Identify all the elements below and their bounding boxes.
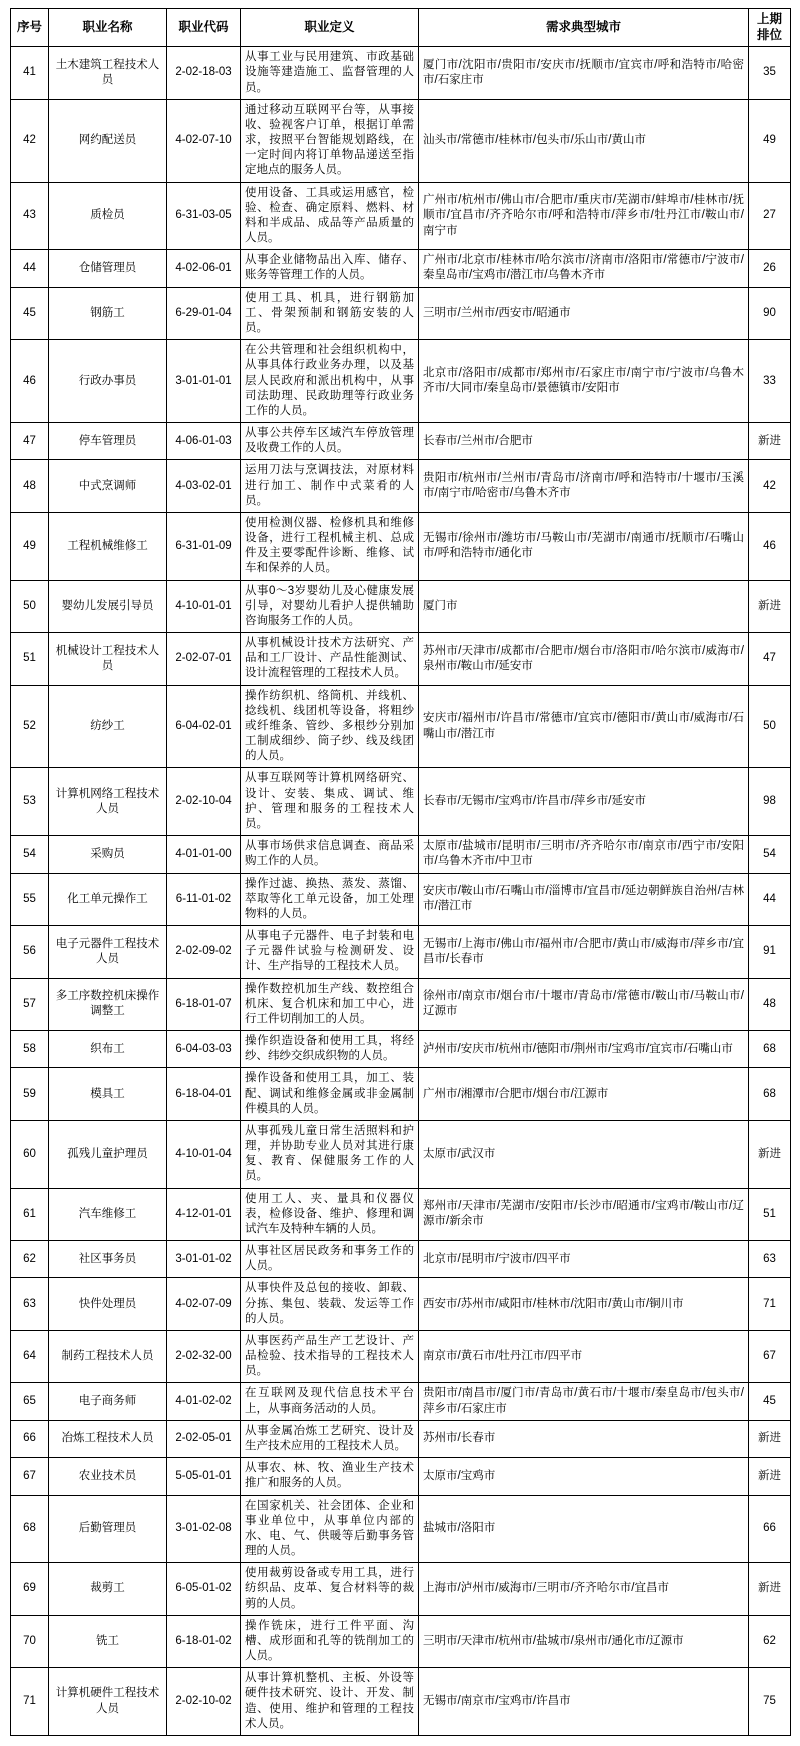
cell-rank: 50 bbox=[749, 685, 791, 768]
cell-rank: 26 bbox=[749, 250, 791, 287]
table-row bbox=[11, 1278, 791, 1331]
cell-no: 59 bbox=[11, 1068, 49, 1121]
cell-name: 土木建筑工程技术人员 bbox=[49, 47, 167, 100]
cell-no: 60 bbox=[11, 1120, 49, 1188]
column-header-rank-line2: 排位 bbox=[756, 27, 782, 42]
cell-name: 采购员 bbox=[49, 836, 167, 873]
cell-cities: 太原市/宝鸡市 bbox=[419, 1458, 749, 1495]
cell-name: 工程机械维修工 bbox=[49, 512, 167, 580]
cell-cities: 厦门市 bbox=[419, 580, 749, 633]
cell-rank: 91 bbox=[749, 926, 791, 979]
cell-name: 中式烹调师 bbox=[49, 460, 167, 513]
cell-name: 仓储管理员 bbox=[49, 250, 167, 287]
cell-no: 42 bbox=[11, 99, 49, 182]
cell-rank: 66 bbox=[749, 1495, 791, 1563]
cell-no: 48 bbox=[11, 460, 49, 513]
cell-rank: 68 bbox=[749, 1031, 791, 1068]
cell-code: 2-02-18-03 bbox=[167, 47, 241, 100]
cell-definition: 从事社区居民政务和事务工作的人员。 bbox=[241, 1241, 419, 1278]
cell-definition: 从事企业储物品出入库、储存、账务等管理工作的人员。 bbox=[241, 250, 419, 287]
cell-cities: 徐州市/南京市/烟台市/十堰市/青岛市/常德市/鞍山市/马鞍山市/辽源市 bbox=[419, 978, 749, 1031]
table-row bbox=[11, 1420, 791, 1457]
cell-no: 58 bbox=[11, 1031, 49, 1068]
cell-name: 停车管理员 bbox=[49, 423, 167, 460]
table-row bbox=[11, 1668, 791, 1736]
cell-name: 钢筋工 bbox=[49, 287, 167, 340]
cell-definition: 从事金属冶炼工艺研究、设计及生产技术应用的工程技术人员。 bbox=[241, 1420, 419, 1457]
cell-rank: 75 bbox=[749, 1668, 791, 1736]
cell-code: 6-05-01-02 bbox=[167, 1563, 241, 1616]
cell-code: 6-29-01-04 bbox=[167, 287, 241, 340]
cell-code: 4-01-02-02 bbox=[167, 1383, 241, 1420]
table-row bbox=[11, 1563, 791, 1616]
cell-code: 2-02-07-01 bbox=[167, 633, 241, 686]
cell-cities: 南京市/黄石市/牡丹江市/四平市 bbox=[419, 1330, 749, 1383]
cell-name: 机械设计工程技术人员 bbox=[49, 633, 167, 686]
cell-code: 4-06-01-03 bbox=[167, 423, 241, 460]
cell-definition: 从事机械设计技术方法研究、产品和工厂设计、产品性能测试、设计流程管理的工程技术人员。 bbox=[241, 633, 419, 686]
cell-cities: 广州市/湘潭市/合肥市/烟台市/江源市 bbox=[419, 1068, 749, 1121]
cell-no: 65 bbox=[11, 1383, 49, 1420]
cell-rank: 90 bbox=[749, 287, 791, 340]
cell-definition: 从事计算机整机、主板、外设等硬件技术研究、设计、开发、制造、使用、维护和管理的工程技术人员。 bbox=[241, 1668, 419, 1736]
cell-name: 化工单元操作工 bbox=[49, 873, 167, 926]
cell-cities: 广州市/北京市/桂林市/哈尔滨市/济南市/洛阳市/常德市/宁波市/秦皇岛市/宝鸡市/潜江市/乌鲁木齐市 bbox=[419, 250, 749, 287]
cell-code: 6-18-04-01 bbox=[167, 1068, 241, 1121]
cell-rank: 27 bbox=[749, 182, 791, 250]
cell-name: 婴幼儿发展引导员 bbox=[49, 580, 167, 633]
cell-no: 71 bbox=[11, 1668, 49, 1736]
cell-no: 50 bbox=[11, 580, 49, 633]
table-row bbox=[11, 47, 791, 100]
cell-cities: 苏州市/天津市/成都市/合肥市/烟台市/洛阳市/哈尔滨市/威海市/泉州市/鞍山市/延安市 bbox=[419, 633, 749, 686]
table-row bbox=[11, 1188, 791, 1241]
cell-no: 54 bbox=[11, 836, 49, 873]
cell-code: 2-02-05-01 bbox=[167, 1420, 241, 1457]
cell-no: 41 bbox=[11, 47, 49, 100]
cell-cities: 厦门市/沈阳市/贵阳市/安庆市/抚顺市/宜宾市/呼和浩特市/哈密市/石家庄市 bbox=[419, 47, 749, 100]
table-row bbox=[11, 423, 791, 460]
cell-definition: 从事孤残儿童日常生活照料和护理，并协助专业人员对其进行康复、教育、保健服务工作的人员。 bbox=[241, 1120, 419, 1188]
table-row bbox=[11, 1120, 791, 1188]
cell-name: 社区事务员 bbox=[49, 1241, 167, 1278]
cell-rank: 新进 bbox=[749, 1120, 791, 1188]
cell-name: 后勤管理员 bbox=[49, 1495, 167, 1563]
cell-name: 电子商务师 bbox=[49, 1383, 167, 1420]
cell-code: 2-02-10-02 bbox=[167, 1668, 241, 1736]
cell-definition: 在公共管理和社会组织机构中，从事具体行政业务办理，以及基层人民政府和派出机构中，从事司法助理、民政助理等行政业务工作的人员。 bbox=[241, 340, 419, 423]
cell-rank: 62 bbox=[749, 1615, 791, 1668]
cell-definition: 从事0～3岁婴幼儿及心健康发展引导，对婴幼儿看护人提供辅助咨询服务工作的人员。 bbox=[241, 580, 419, 633]
cell-no: 51 bbox=[11, 633, 49, 686]
cell-definition: 从事工业与民用建筑、市政基础设施等建造施工、监督管理的人员。 bbox=[241, 47, 419, 100]
cell-rank: 35 bbox=[749, 47, 791, 100]
table-header bbox=[11, 9, 791, 47]
cell-no: 56 bbox=[11, 926, 49, 979]
cell-definition: 从事快件及总包的接收、卸载、分拣、集包、装载、发运等工作的人员。 bbox=[241, 1278, 419, 1331]
cell-name: 汽车维修工 bbox=[49, 1188, 167, 1241]
column-header-cities: 需求典型城市 bbox=[419, 9, 749, 47]
cell-name: 质检员 bbox=[49, 182, 167, 250]
cell-definition: 操作铣床，进行工件平面、沟槽、成形面和孔等的铣削加工的人员。 bbox=[241, 1615, 419, 1668]
column-header-rank bbox=[749, 9, 791, 47]
cell-cities: 苏州市/长春市 bbox=[419, 1420, 749, 1457]
cell-definition: 操作设备和使用工具，加工、装配、调试和维修金属或非金属制件模具的人员。 bbox=[241, 1068, 419, 1121]
cell-no: 67 bbox=[11, 1458, 49, 1495]
cell-no: 52 bbox=[11, 685, 49, 768]
cell-no: 62 bbox=[11, 1241, 49, 1278]
cell-code: 6-04-02-01 bbox=[167, 685, 241, 768]
cell-name: 纺纱工 bbox=[49, 685, 167, 768]
cell-name: 冶炼工程技术人员 bbox=[49, 1420, 167, 1457]
cell-rank: 63 bbox=[749, 1241, 791, 1278]
cell-name: 多工序数控机床操作调整工 bbox=[49, 978, 167, 1031]
cell-definition: 使用工人、夹、量具和仪器仪表，检修设备、维护、修理和调试汽车及特种车辆的人员。 bbox=[241, 1188, 419, 1241]
table-row bbox=[11, 1031, 791, 1068]
cell-no: 44 bbox=[11, 250, 49, 287]
table-row bbox=[11, 978, 791, 1031]
cell-cities: 北京市/昆明市/宁波市/四平市 bbox=[419, 1241, 749, 1278]
cell-cities: 三明市/天津市/杭州市/盐城市/泉州市/通化市/辽源市 bbox=[419, 1615, 749, 1668]
cell-cities: 三明市/兰州市/西安市/昭通市 bbox=[419, 287, 749, 340]
column-header-no: 序号 bbox=[11, 9, 49, 47]
cell-no: 69 bbox=[11, 1563, 49, 1616]
cell-code: 6-18-01-02 bbox=[167, 1615, 241, 1668]
cell-cities: 西安市/苏州市/咸阳市/桂林市/沈阳市/黄山市/铜川市 bbox=[419, 1278, 749, 1331]
cell-name: 计算机网络工程技术人员 bbox=[49, 768, 167, 836]
cell-definition: 从事市场供求信息调查、商品采购工作的人员。 bbox=[241, 836, 419, 873]
table-row bbox=[11, 685, 791, 768]
cell-definition: 运用刀法与烹调技法，对原材料进行加工、制作中式菜肴的人员。 bbox=[241, 460, 419, 513]
cell-rank: 44 bbox=[749, 873, 791, 926]
cell-code: 3-01-01-01 bbox=[167, 340, 241, 423]
cell-code: 4-02-07-10 bbox=[167, 99, 241, 182]
cell-definition: 从事公共停车区域汽车停放管理及收费工作的人员。 bbox=[241, 423, 419, 460]
table-row bbox=[11, 1615, 791, 1668]
cell-definition: 操作织造设备和使用工具，将经纱、纬纱交织成织物的人员。 bbox=[241, 1031, 419, 1068]
cell-cities: 广州市/杭州市/佛山市/合肥市/重庆市/芜湖市/蚌埠市/桂林市/抚顺市/宜昌市/齐齐哈尔市/呼和浩特市/萍乡市/牡丹江市/鞍山市/南宁市 bbox=[419, 182, 749, 250]
cell-rank: 51 bbox=[749, 1188, 791, 1241]
table-body bbox=[11, 47, 791, 1736]
cell-name: 织布工 bbox=[49, 1031, 167, 1068]
cell-rank: 68 bbox=[749, 1068, 791, 1121]
cell-code: 4-10-01-01 bbox=[167, 580, 241, 633]
table-row bbox=[11, 512, 791, 580]
cell-no: 70 bbox=[11, 1615, 49, 1668]
table-row bbox=[11, 99, 791, 182]
cell-rank: 98 bbox=[749, 768, 791, 836]
cell-name: 制药工程技术人员 bbox=[49, 1330, 167, 1383]
cell-code: 3-01-01-02 bbox=[167, 1241, 241, 1278]
cell-rank: 新进 bbox=[749, 1420, 791, 1457]
cell-no: 49 bbox=[11, 512, 49, 580]
table-row bbox=[11, 580, 791, 633]
cell-no: 61 bbox=[11, 1188, 49, 1241]
cell-cities: 太原市/武汉市 bbox=[419, 1120, 749, 1188]
cell-code: 6-04-03-03 bbox=[167, 1031, 241, 1068]
cell-rank: 42 bbox=[749, 460, 791, 513]
cell-code: 4-12-01-01 bbox=[167, 1188, 241, 1241]
cell-rank: 48 bbox=[749, 978, 791, 1031]
cell-rank: 47 bbox=[749, 633, 791, 686]
cell-code: 5-05-01-01 bbox=[167, 1458, 241, 1495]
cell-cities: 郑州市/天津市/芜湖市/安阳市/长沙市/昭通市/宝鸡市/鞍山市/辽源市/新余市 bbox=[419, 1188, 749, 1241]
cell-name: 孤残儿童护理员 bbox=[49, 1120, 167, 1188]
cell-definition: 从事农、林、牧、渔业生产技术推广和服务的人员。 bbox=[241, 1458, 419, 1495]
cell-definition: 使用设备、工具或运用感官，检验、检查、确定原料、燃料、材料和半成品、成品等产品质量的人员。 bbox=[241, 182, 419, 250]
cell-definition: 操作数控机加生产线、数控组合机床、复合机床和加工中心，进行工件切削加工的人员。 bbox=[241, 978, 419, 1031]
table-row bbox=[11, 768, 791, 836]
cell-rank: 新进 bbox=[749, 1458, 791, 1495]
cell-rank: 71 bbox=[749, 1278, 791, 1331]
table-row bbox=[11, 1495, 791, 1563]
cell-definition: 操作纺织机、络筒机、并线机、捻线机、线团机等设备，将粗纱或纤维条、管纱、多根纱分别加工制成细纱、筒子纱、线及线团的人员。 bbox=[241, 685, 419, 768]
table-row bbox=[11, 182, 791, 250]
table-row bbox=[11, 287, 791, 340]
cell-name: 模具工 bbox=[49, 1068, 167, 1121]
cell-name: 铣工 bbox=[49, 1615, 167, 1668]
cell-no: 66 bbox=[11, 1420, 49, 1457]
column-header-definition: 职业定义 bbox=[241, 9, 419, 47]
cell-name: 裁剪工 bbox=[49, 1563, 167, 1616]
cell-name: 电子元器件工程技术人员 bbox=[49, 926, 167, 979]
cell-rank: 54 bbox=[749, 836, 791, 873]
cell-name: 计算机硬件工程技术人员 bbox=[49, 1668, 167, 1736]
table-row bbox=[11, 836, 791, 873]
cell-definition: 操作过滤、换热、蒸发、蒸馏、萃取等化工单元设备，加工处理物料的人员。 bbox=[241, 873, 419, 926]
cell-code: 4-02-06-01 bbox=[167, 250, 241, 287]
cell-cities: 长春市/兰州市/合肥市 bbox=[419, 423, 749, 460]
cell-cities: 长春市/无锡市/宝鸡市/许昌市/萍乡市/延安市 bbox=[419, 768, 749, 836]
table-row bbox=[11, 1458, 791, 1495]
cell-code: 2-02-32-00 bbox=[167, 1330, 241, 1383]
cell-cities: 贵阳市/南昌市/厦门市/青岛市/黄石市/十堰市/秦皇岛市/包头市/萍乡市/石家庄市 bbox=[419, 1383, 749, 1420]
cell-definition: 使用检测仪器、检修机具和维修设备，进行工程机械主机、总成件及主要零配件诊断、维修、试车和保养的人员。 bbox=[241, 512, 419, 580]
cell-code: 4-02-07-09 bbox=[167, 1278, 241, 1331]
table-row bbox=[11, 1068, 791, 1121]
cell-code: 4-03-02-01 bbox=[167, 460, 241, 513]
column-header-name: 职业名称 bbox=[49, 9, 167, 47]
table-row bbox=[11, 633, 791, 686]
cell-cities: 盐城市/洛阳市 bbox=[419, 1495, 749, 1563]
cell-name: 快件处理员 bbox=[49, 1278, 167, 1331]
table-row bbox=[11, 1383, 791, 1420]
cell-cities: 无锡市/南京市/宝鸡市/许昌市 bbox=[419, 1668, 749, 1736]
cell-definition: 从事医药产品生产工艺设计、产品检验、技术指导的工程技术人员。 bbox=[241, 1330, 419, 1383]
cell-cities: 贵阳市/杭州市/兰州市/青岛市/济南市/呼和浩特市/十堰市/玉溪市/南宁市/哈密市/乌鲁木齐市 bbox=[419, 460, 749, 513]
cell-definition: 使用工具、机具，进行钢筋加工、骨架预制和钢筋安装的人员。 bbox=[241, 287, 419, 340]
cell-code: 3-01-02-08 bbox=[167, 1495, 241, 1563]
table-row bbox=[11, 340, 791, 423]
cell-definition: 从事互联网等计算机网络研究、设计、安装、集成、调试、维护、管理和服务的工程技术人员。 bbox=[241, 768, 419, 836]
cell-code: 2-02-09-02 bbox=[167, 926, 241, 979]
cell-no: 43 bbox=[11, 182, 49, 250]
cell-rank: 49 bbox=[749, 99, 791, 182]
cell-definition: 使用裁剪设备或专用工具，进行纺织品、皮革、复合材料等的裁剪的人员。 bbox=[241, 1563, 419, 1616]
cell-cities: 无锡市/上海市/佛山市/福州市/合肥市/黄山市/威海市/萍乡市/宜昌市/长春市 bbox=[419, 926, 749, 979]
table-row bbox=[11, 873, 791, 926]
cell-code: 2-02-10-04 bbox=[167, 768, 241, 836]
table-row bbox=[11, 926, 791, 979]
cell-no: 45 bbox=[11, 287, 49, 340]
cell-name: 网约配送员 bbox=[49, 99, 167, 182]
table-row bbox=[11, 1241, 791, 1278]
cell-definition: 通过移动互联网平台等，从事接收、验视客户订单，根据订单需求，按照平台智能规划路线，在一定时间内将订单物品递送至指定地点的服务人员。 bbox=[241, 99, 419, 182]
cell-no: 64 bbox=[11, 1330, 49, 1383]
cell-rank: 新进 bbox=[749, 423, 791, 460]
header-row bbox=[11, 9, 791, 47]
cell-no: 57 bbox=[11, 978, 49, 1031]
table-row bbox=[11, 1330, 791, 1383]
cell-code: 6-18-01-07 bbox=[167, 978, 241, 1031]
cell-rank: 45 bbox=[749, 1383, 791, 1420]
cell-cities: 泸州市/安庆市/杭州市/德阳市/荆州市/宝鸡市/宜宾市/石嘴山市 bbox=[419, 1031, 749, 1068]
cell-code: 6-31-01-09 bbox=[167, 512, 241, 580]
cell-cities: 北京市/洛阳市/成都市/郑州市/石家庄市/南宁市/宁波市/乌鲁木齐市/大同市/秦皇岛市/景德镇市/安阳市 bbox=[419, 340, 749, 423]
cell-name: 行政办事员 bbox=[49, 340, 167, 423]
cell-rank: 46 bbox=[749, 512, 791, 580]
cell-code: 6-11-01-02 bbox=[167, 873, 241, 926]
cell-definition: 在国家机关、社会团体、企业和事业单位中，从事单位内部的水、电、气、供暖等后勤事务管理的人员。 bbox=[241, 1495, 419, 1563]
cell-cities: 汕头市/常德市/桂林市/包头市/乐山市/黄山市 bbox=[419, 99, 749, 182]
table-row bbox=[11, 460, 791, 513]
cell-cities: 无锡市/徐州市/潍坊市/马鞍山市/芜湖市/南通市/抚顺市/石嘴山市/呼和浩特市/通化市 bbox=[419, 512, 749, 580]
table-row bbox=[11, 250, 791, 287]
cell-rank: 67 bbox=[749, 1330, 791, 1383]
cell-cities: 太原市/盐城市/昆明市/三明市/齐齐哈尔市/南京市/西宁市/安阳市/乌鲁木齐市/中卫市 bbox=[419, 836, 749, 873]
cell-code: 4-10-01-04 bbox=[167, 1120, 241, 1188]
cell-no: 46 bbox=[11, 340, 49, 423]
cell-rank: 新进 bbox=[749, 1563, 791, 1616]
column-header-rank-line1: 上期 bbox=[756, 12, 782, 26]
cell-rank: 新进 bbox=[749, 580, 791, 633]
cell-cities: 上海市/泸州市/威海市/三明市/齐齐哈尔市/宜昌市 bbox=[419, 1563, 749, 1616]
cell-no: 55 bbox=[11, 873, 49, 926]
cell-no: 53 bbox=[11, 768, 49, 836]
cell-name: 农业技术员 bbox=[49, 1458, 167, 1495]
cell-cities: 安庆市/鞍山市/石嘴山市/淄博市/宜昌市/延边朝鲜族自治州/吉林市/潜江市 bbox=[419, 873, 749, 926]
cell-rank: 33 bbox=[749, 340, 791, 423]
cell-code: 4-01-01-00 bbox=[167, 836, 241, 873]
column-header-code: 职业代码 bbox=[167, 9, 241, 47]
cell-no: 63 bbox=[11, 1278, 49, 1331]
cell-code: 6-31-03-05 bbox=[167, 182, 241, 250]
occupation-demand-table bbox=[10, 8, 791, 1736]
cell-cities: 安庆市/福州市/许昌市/常德市/宜宾市/德阳市/黄山市/威海市/石嘴山市/潜江市 bbox=[419, 685, 749, 768]
cell-definition: 在互联网及现代信息技术平台上，从事商务活动的人员。 bbox=[241, 1383, 419, 1420]
cell-no: 47 bbox=[11, 423, 49, 460]
cell-no: 68 bbox=[11, 1495, 49, 1563]
cell-definition: 从事电子元器件、电子封装和电子元器件试验与检测研发、设计、生产指导的工程技术人员。 bbox=[241, 926, 419, 979]
